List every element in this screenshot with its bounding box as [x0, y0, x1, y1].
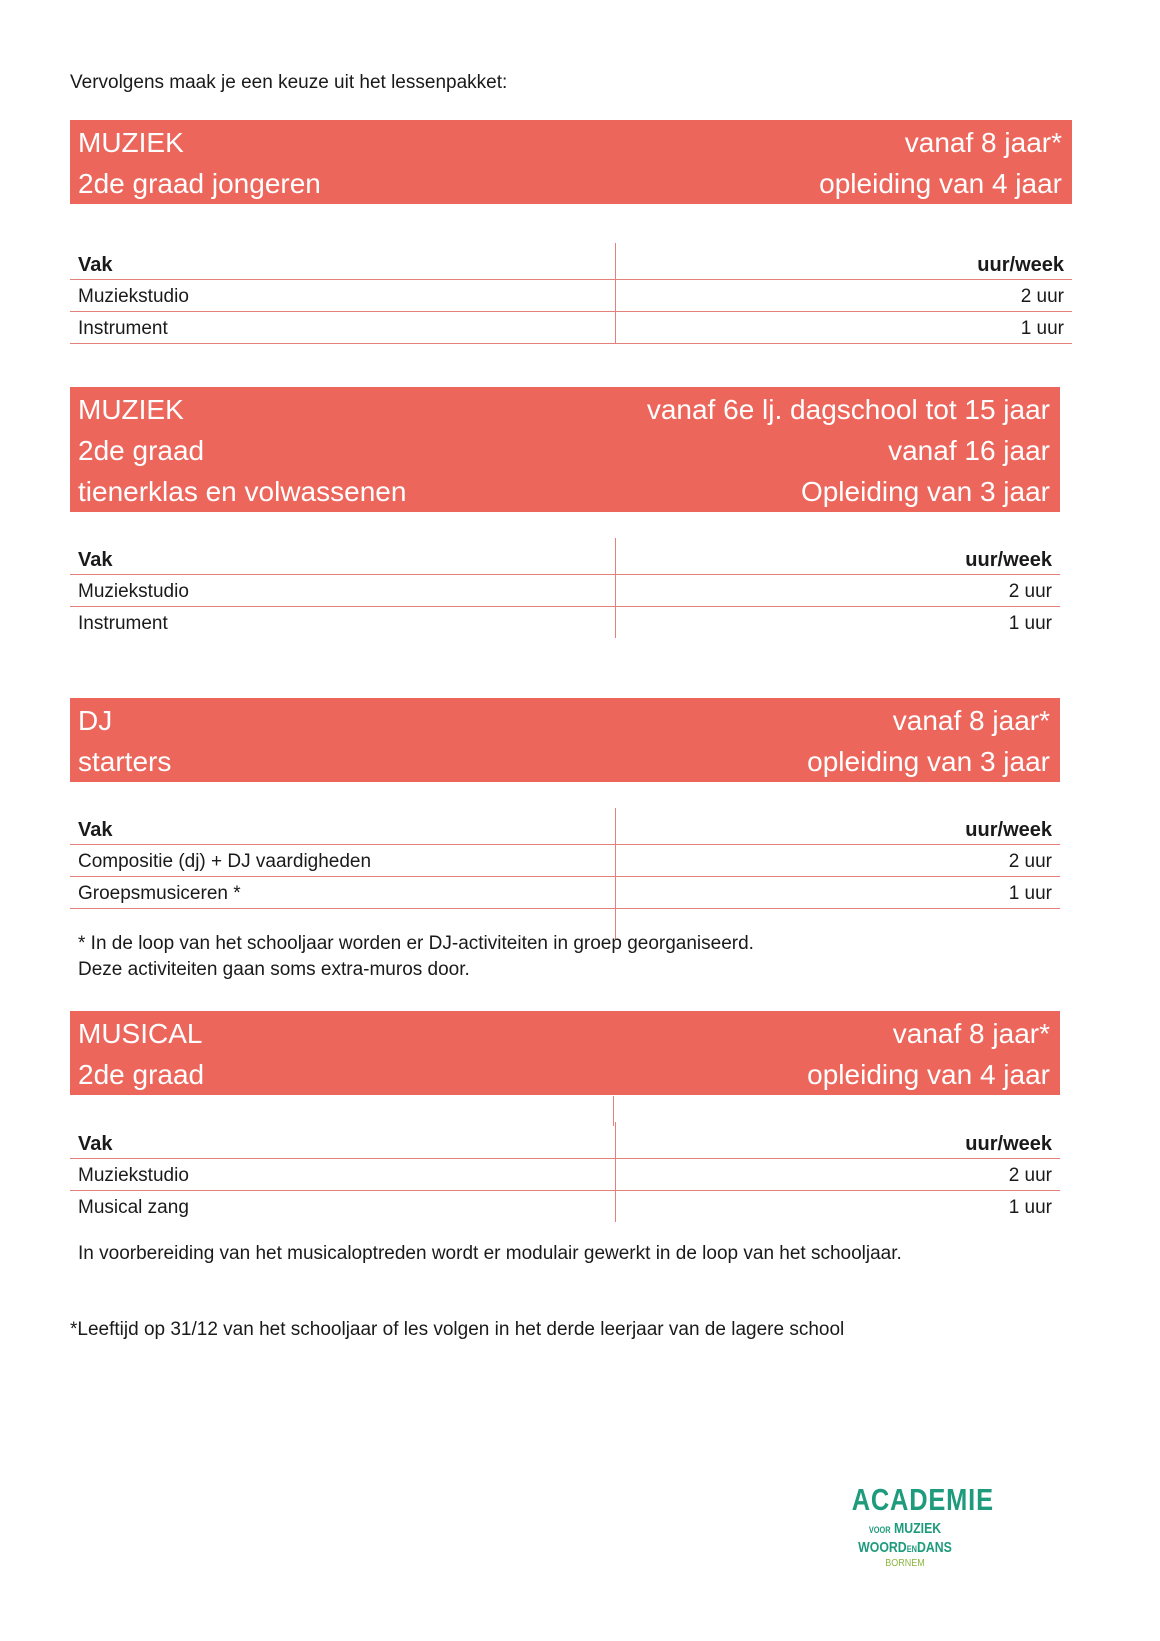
- banner-muziek-volwassenen: [70, 387, 1060, 512]
- banner-subtitle: 2de graad: [78, 434, 205, 466]
- musical-note: In voorbereiding van het musicaloptreden wordt er modulair gewerkt in de loop van het schooljaar.: [78, 1243, 902, 1264]
- col-header-uur: uur/week: [616, 538, 1061, 575]
- banner-musical: [70, 1011, 1060, 1095]
- table-row: Muziekstudio 2 uur: [70, 575, 1060, 607]
- banner-subtitle: 2de graad jongeren: [78, 167, 321, 199]
- banner-muziek-jongeren: [70, 120, 1072, 204]
- banner-age: vanaf 8 jaar*: [892, 704, 1050, 736]
- logo-line-3: WOORDENDANS: [858, 1539, 952, 1556]
- banner-subtitle-2: tienerklas en volwassenen: [78, 475, 407, 507]
- banner-age: vanaf 8 jaar*: [892, 1017, 1050, 1049]
- col-header-uur: uur/week: [616, 243, 1073, 280]
- lessons-table-muziek-jongeren: [70, 243, 1072, 344]
- table-row: Muziekstudio 2 uur: [70, 280, 1072, 312]
- banner-duration: Opleiding van 3 jaar: [800, 475, 1050, 507]
- banner-age: vanaf 6e lj. dagschool tot 15 jaar: [646, 393, 1050, 425]
- banner-age: vanaf 8 jaar*: [904, 126, 1062, 158]
- academie-logo: [840, 1482, 994, 1569]
- banner-duration: opleiding van 4 jaar: [807, 1058, 1050, 1090]
- col-header-vak: Vak: [70, 243, 616, 280]
- banner-title: MUSICAL: [78, 1017, 203, 1049]
- dj-note: [78, 931, 754, 983]
- table-row: Instrument 1 uur: [70, 607, 1060, 639]
- banner-title: DJ: [78, 704, 113, 736]
- table-row: Compositie (dj) + DJ vaardigheden 2 uur: [70, 845, 1060, 877]
- col-header-uur: uur/week: [616, 1122, 1061, 1159]
- banner-dj: [70, 698, 1060, 782]
- dj-note-line-1: * In de loop van het schooljaar worden er DJ-activiteiten in groep georganiseerd.: [78, 933, 754, 954]
- table-row: Muziekstudio 2 uur: [70, 1159, 1060, 1191]
- banner-duration: opleiding van 3 jaar: [807, 745, 1050, 777]
- banner-duration: opleiding van 4 jaar: [819, 167, 1062, 199]
- logo-line-2: VOOR MUZIEK: [868, 1520, 942, 1537]
- banner-subtitle: 2de graad: [78, 1058, 205, 1090]
- table-row: Groepsmusiceren * 1 uur: [70, 877, 1060, 909]
- intro-text: Vervolgens maak je een keuze uit het lessenpakket:: [70, 72, 508, 93]
- banner-title: MUZIEK: [78, 393, 184, 425]
- dj-note-line-2: Deze activiteiten gaan soms extra-muros door.: [78, 959, 470, 980]
- banner-age-adult: vanaf 16 jaar: [888, 434, 1050, 466]
- table-row: Musical zang 1 uur: [70, 1191, 1060, 1223]
- lessons-table-musical: [70, 1122, 1060, 1222]
- logo-wordmark: ACADEMIE: [851, 1482, 994, 1517]
- banner-title: MUZIEK: [78, 126, 184, 158]
- col-header-vak: Vak: [70, 538, 616, 575]
- age-footnote: *Leeftijd op 31/12 van het schooljaar of les volgen in het derde leerjaar van de lagere school: [70, 1319, 845, 1340]
- logo-line-4: BORNEM: [885, 1558, 925, 1569]
- lessons-table-muziek-volwassenen: [70, 538, 1060, 638]
- col-header-vak: Vak: [70, 808, 616, 845]
- table-row: Instrument 1 uur: [70, 312, 1072, 344]
- col-header-vak: Vak: [70, 1122, 616, 1159]
- col-header-uur: uur/week: [616, 808, 1061, 845]
- lessons-table-dj: [70, 808, 1060, 939]
- banner-subtitle: starters: [78, 745, 172, 777]
